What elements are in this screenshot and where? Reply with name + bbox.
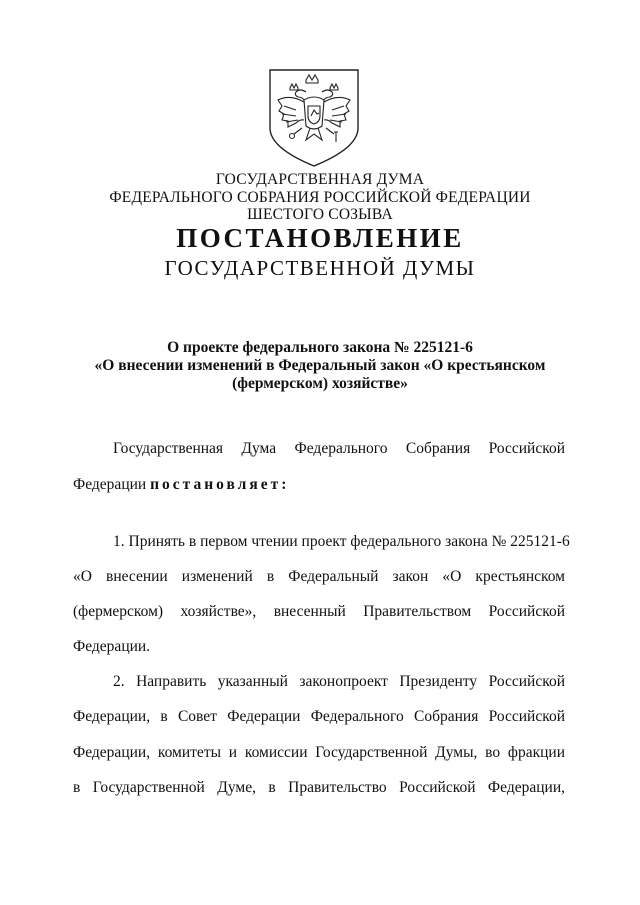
issuer-line-2: ФЕДЕРАЛЬНОГО СОБРАНИЯ РОССИЙСКОЙ ФЕДЕРАЦИИ: [109, 189, 531, 206]
document-subtitle: ГОСУДАРСТВЕННОЙ ДУМЫ: [164, 256, 476, 280]
issuer-line-3: ШЕСТОГО СОЗЫВА: [247, 206, 393, 223]
subject-line-3: (фермерском) хозяйстве»: [232, 375, 408, 392]
item2-line-2: Федерации, в Совет Федерации Федерального Собрания Российской: [73, 708, 565, 725]
document-title: ПОСТАНОВЛЕНИЕ: [176, 223, 464, 253]
preamble-line-2: [73, 476, 565, 494]
resolves-word: постановляет:: [150, 476, 290, 493]
preamble-line-1: Государственная Дума Федерального Собрания Российской: [113, 440, 565, 457]
subject-line-2: «О внесении изменений в Федеральный закон «О крестьянском: [94, 357, 546, 374]
item2-line-4: в Государственной Думе, в Правительство Российской Федерации,: [73, 779, 565, 796]
item1-line-1: 1. Принять в первом чтении проект федерального закона № 225121-6: [113, 533, 570, 550]
issuer-line-1: ГОСУДАРСТВЕННАЯ ДУМА: [215, 171, 425, 188]
item1-line-4: Федерации.: [73, 638, 151, 655]
item2-line-1: 2. Направить указанный законопроект Президенту Российской: [113, 673, 565, 690]
item2-line-3: Федерации, комитеты и комиссии Государственной Думы, во фракции: [73, 744, 565, 761]
item1-line-3: (фермерском) хозяйстве», внесенный Правительством Российской: [73, 603, 565, 620]
subject-line-1: О проекте федерального закона № 225121-6: [167, 339, 473, 356]
state-emblem-icon: [266, 66, 362, 170]
preamble-text: Федерации: [73, 476, 151, 493]
item1-line-2: «О внесении изменений в Федеральный закон «О крестьянском: [73, 568, 565, 585]
